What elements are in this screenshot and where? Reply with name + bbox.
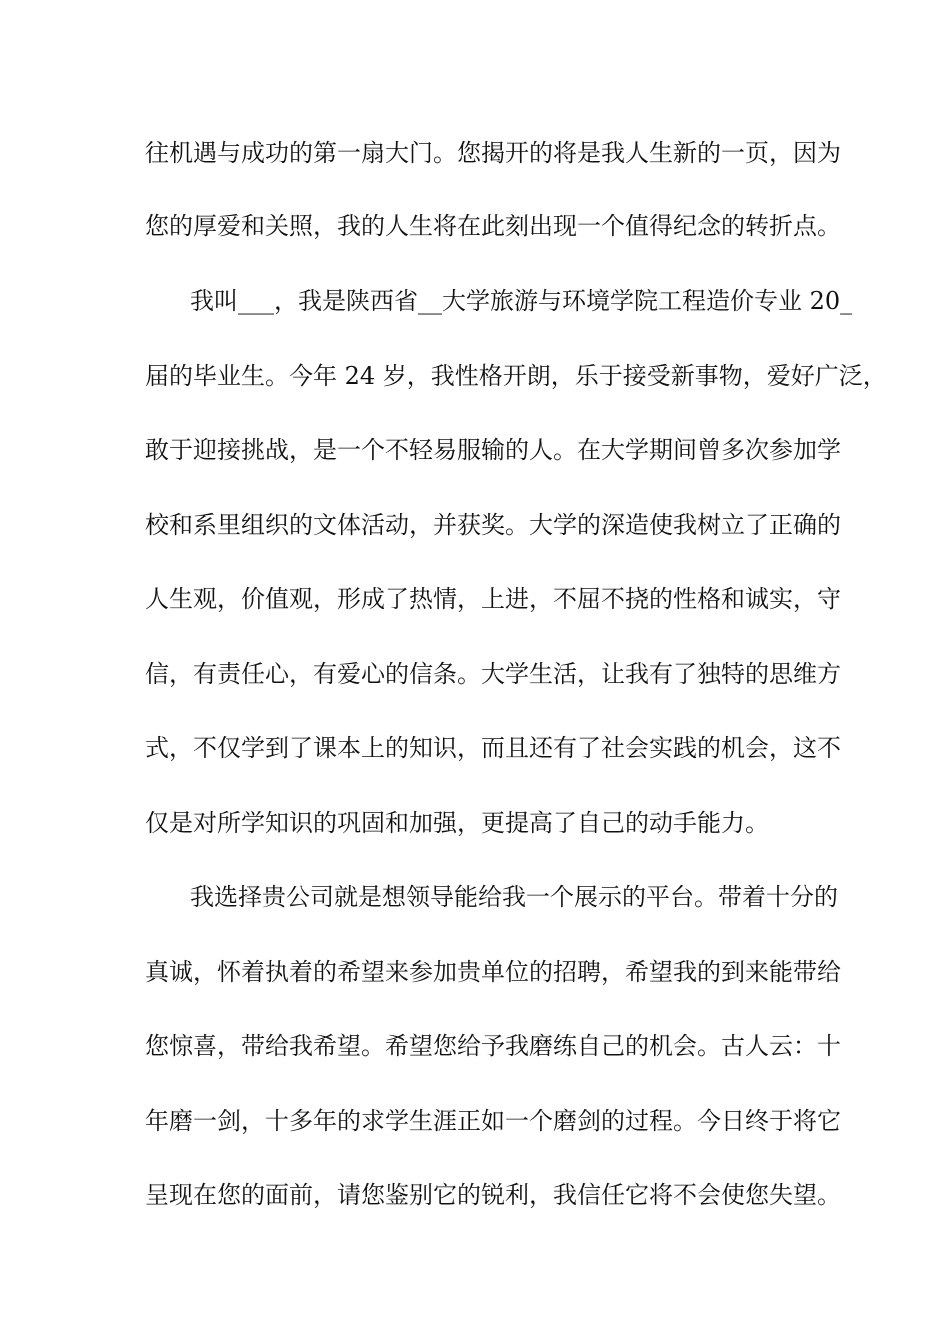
text-line: 敢于迎接挑战，是一个不轻易服输的人。在大学期间曾多次参加学 xyxy=(145,436,841,464)
paragraph-start-line: 我叫___，我是陕西省__大学旅游与环境学院工程造价专业 20_ xyxy=(190,287,853,315)
text-line: 年磨一剑，十多年的求学生涯正如一个磨剑的过程。今日终于将它 xyxy=(145,1107,841,1135)
text-line: 仅是对所学知识的巩固和加强，更提高了自己的动手能力。 xyxy=(145,809,769,837)
text-line: 真诚，怀着执着的希望来参加贵单位的招聘，希望我的到来能带给 xyxy=(145,958,841,986)
text-line: 校和系里组织的文体活动，并获奖。大学的深造使我树立了正确的 xyxy=(145,511,841,539)
paragraph-start-line: 我选择贵公司就是想领导能给我一个展示的平台。带着十分的 xyxy=(190,883,838,911)
text-line: 信，有责任心，有爱心的信条。大学生活，让我有了独特的思维方 xyxy=(145,660,841,688)
text-line: 往机遇与成功的第一扇大门。您揭开的将是我人生新的一页，因为 xyxy=(145,139,841,167)
text-line: 届的毕业生。今年 24 岁，我性格开朗，乐于接受新事物，爱好广泛， xyxy=(145,362,887,390)
text-line: 呈现在您的面前，请您鉴别它的锐利，我信任它将不会使您失望。 xyxy=(145,1181,841,1209)
text-line: 人生观，价值观，形成了热情，上进，不屈不挠的性格和诚实，守 xyxy=(145,585,841,613)
text-line: 您的厚爱和关照，我的人生将在此刻出现一个值得纪念的转折点。 xyxy=(145,212,841,240)
text-line: 式，不仅学到了课本上的知识，而且还有了社会实践的机会，这不 xyxy=(145,734,841,762)
text-line: 您惊喜，带给我希望。希望您给予我磨练自己的机会。古人云：十 xyxy=(145,1032,841,1060)
